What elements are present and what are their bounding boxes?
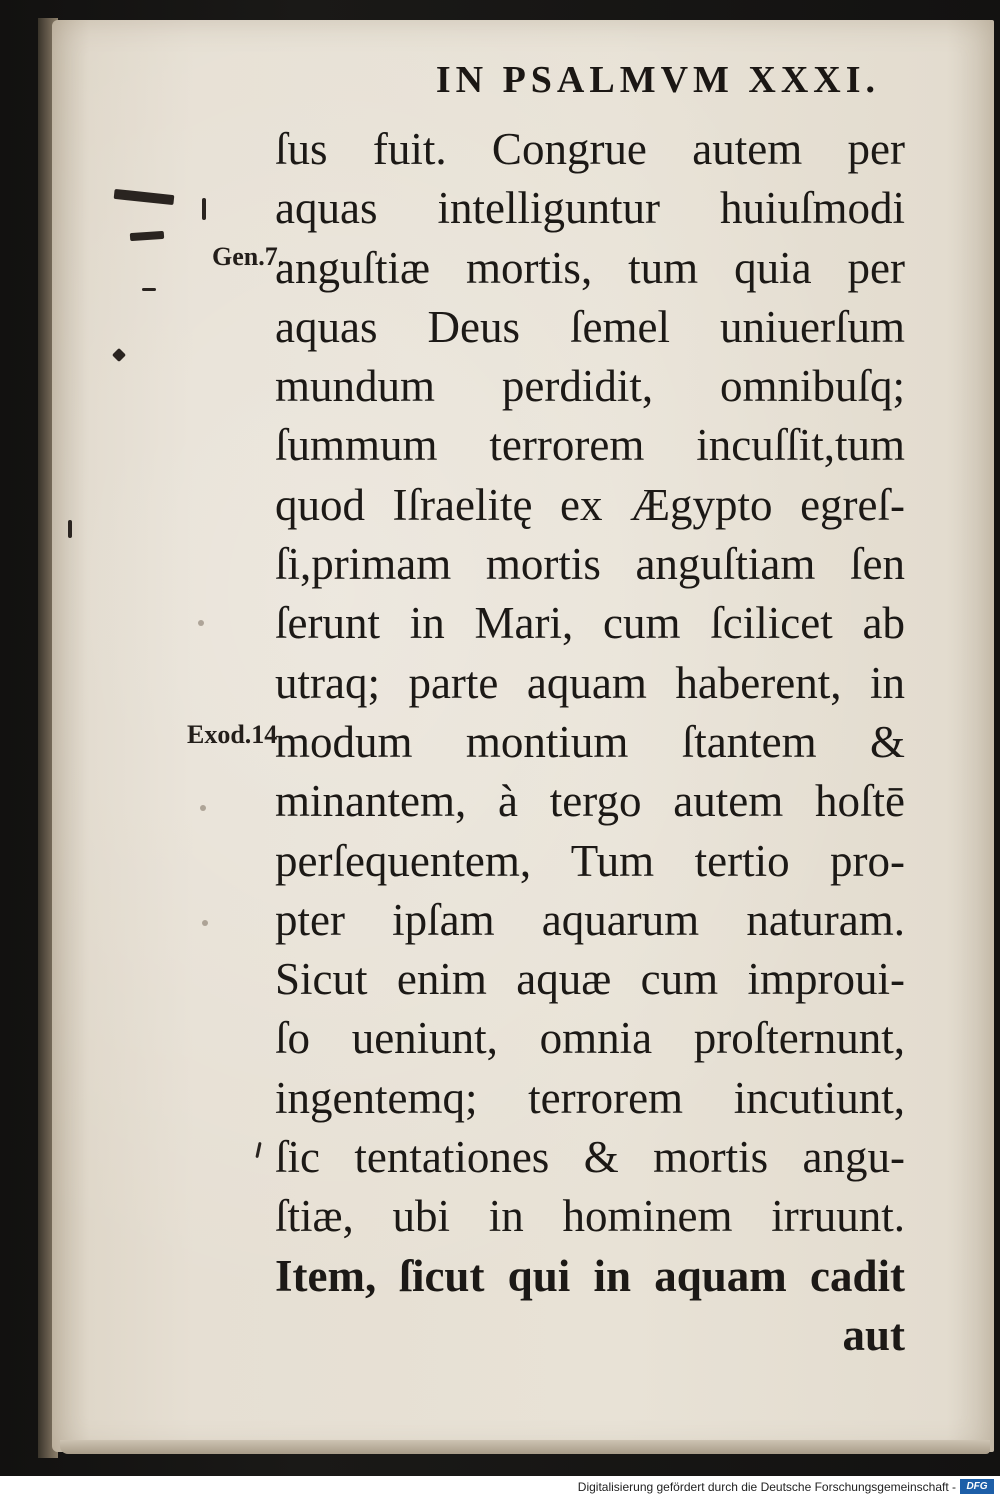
bleed-through-dot <box>200 805 206 811</box>
funding-credit: Digitalisierung gefördert durch die Deutsche Forschungsgemeinschaft - <box>577 1480 956 1494</box>
text-line: anguſtiæ mortis, tum quia per <box>275 242 905 293</box>
catchword: aut <box>842 1309 905 1360</box>
text-line: perſequentem, Tum tertio pro- <box>275 835 905 886</box>
text-line: ſic tentationes & mortis angu- <box>275 1132 905 1183</box>
text-line: quod Iſraelitę ex Ægypto egreſ- <box>275 479 905 530</box>
bleed-through-dot <box>202 920 208 926</box>
footer-bar <box>0 1476 1000 1499</box>
ink-mark <box>114 189 175 205</box>
ink-mark <box>202 198 206 220</box>
text-line: ſummum terrorem incuſſit,tum <box>275 420 905 471</box>
text-line: ſi,primam mortis anguſtiam ſen <box>275 539 905 590</box>
ink-mark <box>130 231 164 241</box>
text-line: ſus fuit. Congrue autem per <box>275 124 905 174</box>
running-head: IN PSALMVM XXXI. <box>435 59 880 101</box>
text-line: aquas Deus ſemel uniuerſum <box>275 301 905 352</box>
ink-mark <box>68 520 72 538</box>
text-line: ſerunt in Mari, cum ſcilicet ab <box>275 598 905 649</box>
text-line: pter ipſam aquarum naturam. <box>275 894 905 945</box>
text-line: utraq; parte aquam haberent, in <box>275 657 905 708</box>
bleed-through-dot <box>198 620 204 626</box>
text-line: Sicut enim aquæ cum improui- <box>275 954 905 1005</box>
ink-mark <box>142 288 156 291</box>
text-line: aquas intelliguntur huiuſmodi <box>275 183 905 234</box>
text-line: mundum perdidit, omnibuſq; <box>275 361 905 412</box>
text-line: ſo ueniunt, omnia proſternunt, <box>275 1013 905 1064</box>
body-text <box>275 120 905 1365</box>
text-line: ſtiæ, ubi in hominem irruunt. <box>275 1191 905 1242</box>
text-line: minantem, à tergo autem hoſtē <box>275 776 905 827</box>
text-line: modum montium ſtantem & <box>275 716 905 767</box>
ink-mark <box>255 1142 261 1158</box>
margin-note-gen: Gen.7. <box>212 242 285 271</box>
dfg-logo[interactable]: DFG <box>960 1479 994 1494</box>
margin-note-exod: Exod.14 <box>187 720 278 749</box>
text-line: ingentemq; terrorem incutiunt, <box>275 1072 905 1123</box>
text-line: Item, ſicut qui in aquam cadit <box>275 1250 905 1301</box>
ink-mark <box>112 348 126 362</box>
page-stack-edge <box>60 1440 990 1454</box>
